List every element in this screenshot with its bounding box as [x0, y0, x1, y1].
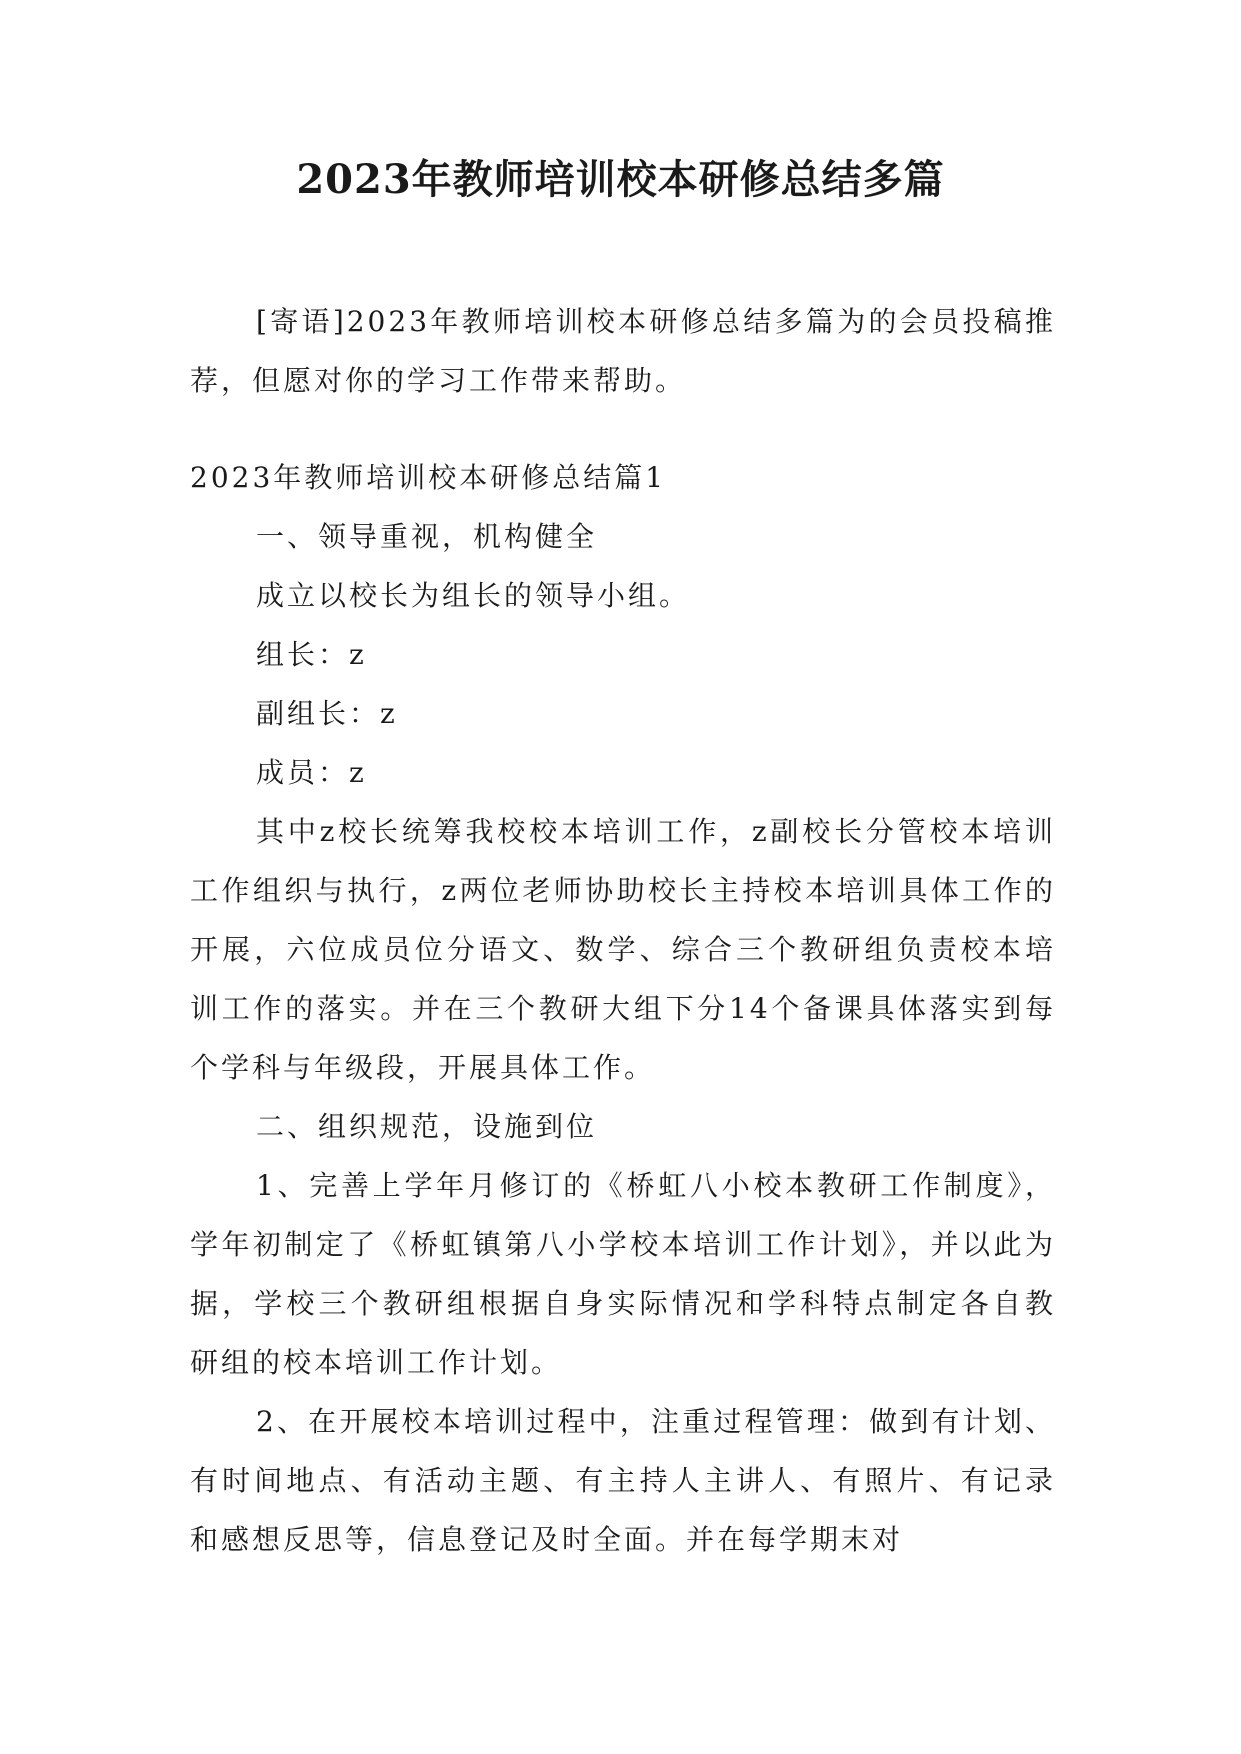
paragraph-deputy-leader: 副组长：z	[256, 697, 398, 730]
paragraph-item-1: 1、完善上学年月修订的《桥虹八小校本教研工作制度》，学年初制定了《桥虹镇第八小学校本培训工作计划》，并以此为据，学校三个教研组根据自身实际情况和学科特点制定各自教研组的校本培训工作计划。	[190, 1169, 1056, 1379]
paragraph-responsibilities: 其中z校长统筹我校校本培训工作，z副校长分管校本培训工作组织与执行，z两位老师协助校长主持校本培训具体工作的开展，六位成员位分语文、数学、综合三个教研组负责校本培训工作的落实。并在三个教研大组下分14个备课具体落实到每个学科与年级段，开展具体工作。	[190, 815, 1056, 1084]
heading-organization: 二、组织规范，设施到位	[256, 1110, 598, 1143]
spacer	[190, 410, 1056, 448]
paragraph-members: 成员：z	[256, 756, 367, 789]
section-heading: 2023年教师培训校本研修总结篇1	[190, 461, 667, 494]
intro-paragraph: [寄语]2023年教师培训校本研修总结多篇为的会员投稿推荐，但愿对你的学习工作带来帮助。	[190, 305, 1056, 397]
document-title: 2023年教师培训校本研修总结多篇	[296, 156, 945, 203]
document-body	[190, 292, 1056, 1569]
heading-leadership: 一、领导重视，机构健全	[256, 520, 598, 553]
paragraph-group-setup: 成立以校长为组长的领导小组。	[256, 579, 691, 612]
paragraph-leader: 组长：z	[256, 638, 367, 671]
paragraph-item-2: 2、在开展校本培训过程中，注重过程管理：做到有计划、有时间地点、有活动主题、有主持人主讲人、有照片、有记录和感想反思等，信息登记及时全面。并在每学期末对	[190, 1405, 1056, 1556]
